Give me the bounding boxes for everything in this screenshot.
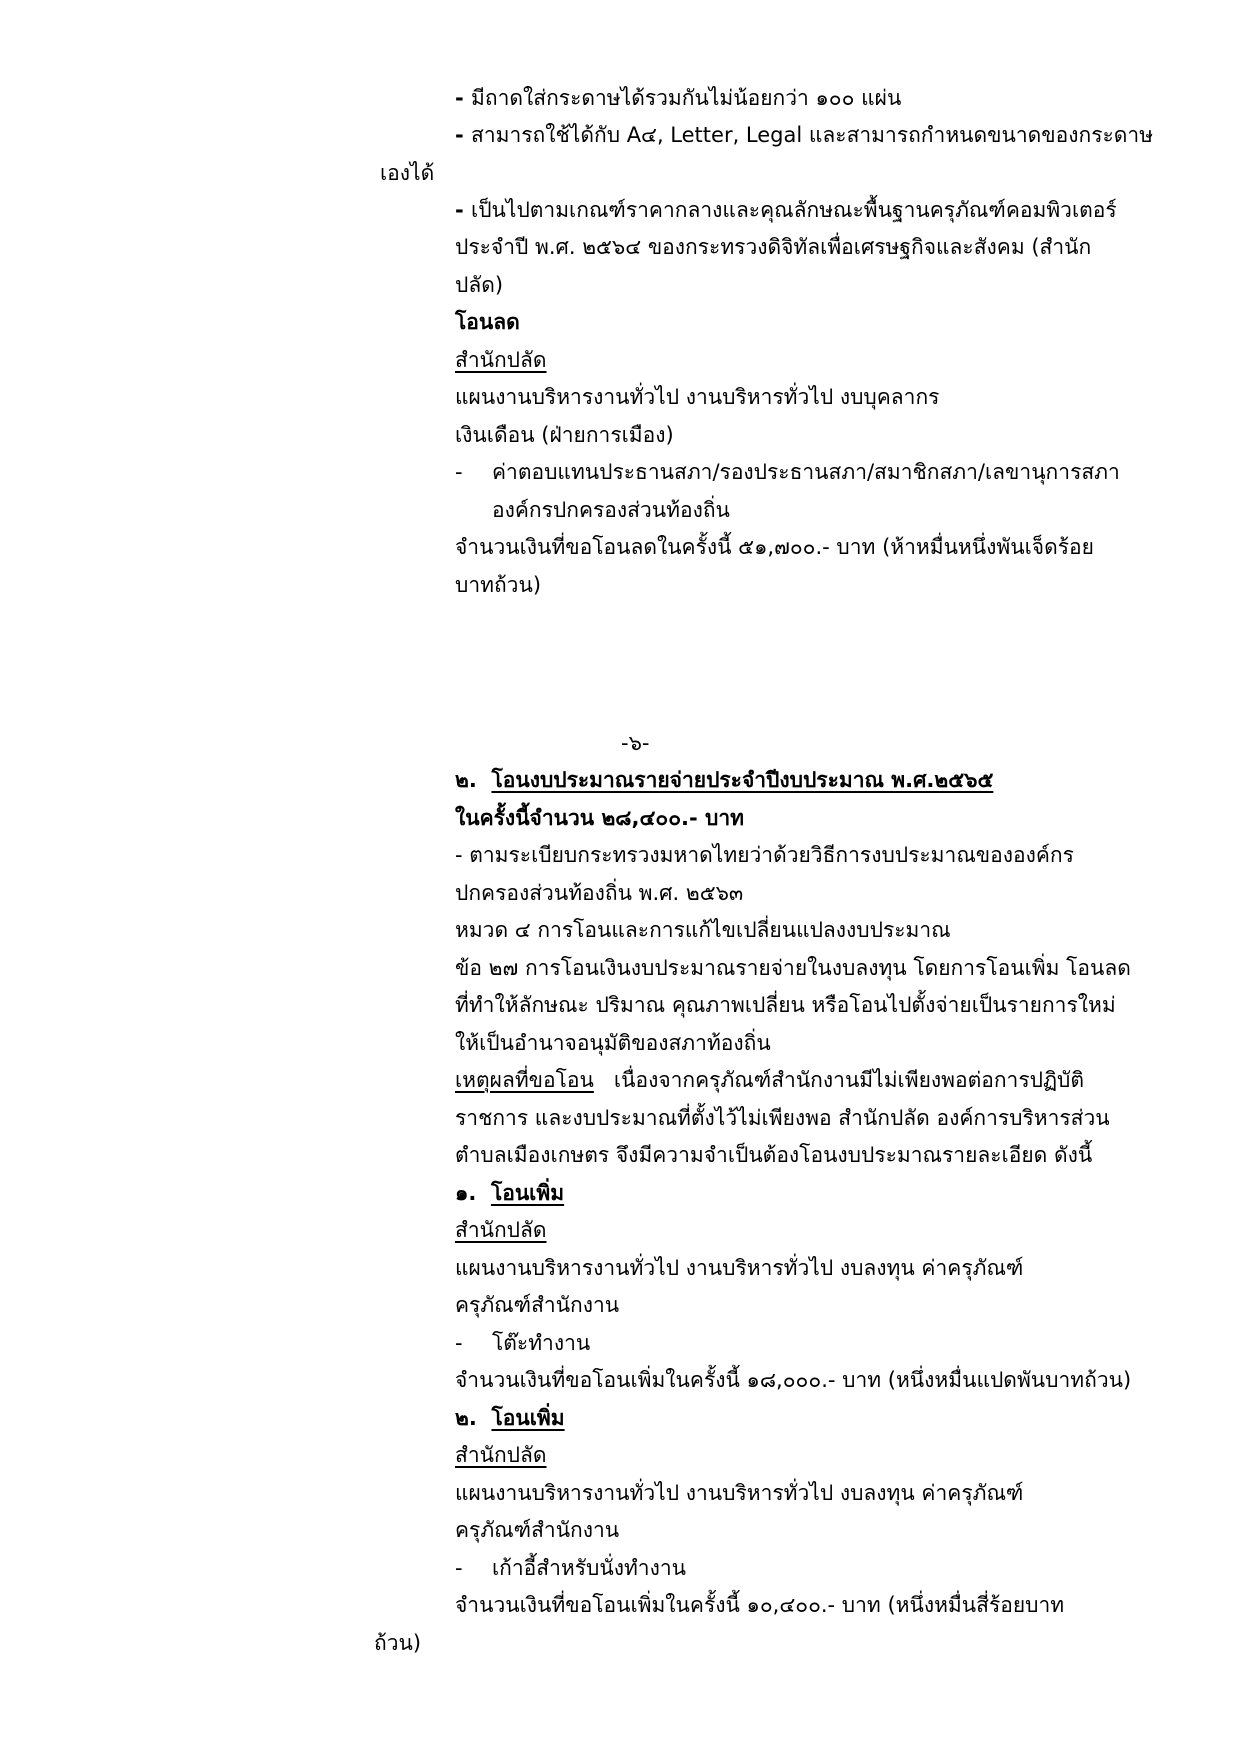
increase-1-number: ๑.: [455, 1181, 477, 1205]
plan-line: แผนงานบริหารงานทั่วไป งานบริหารทั่วไป งบบุคลากร: [455, 385, 940, 409]
section-number: ๒.: [455, 768, 477, 792]
spec-text: เป็นไปตามเกณฑ์ราคากลางและคุณลักษณะพื้นฐานครุภัณฑ์คอมพิวเตอร์: [471, 198, 1117, 222]
page-number: -๖-: [621, 731, 650, 755]
increase-1-heading: [455, 1179, 564, 1209]
bullet-dash: -: [455, 1331, 463, 1355]
increase-1-label: โอนเพิ่ม: [490, 1181, 565, 1205]
spec-text: สามารถใช้ได้กับ A๔, Letter, Legal และสามารถกำหนดขนาดของกระดาษ: [471, 123, 1154, 147]
compensation-item: ค่าตอบแทนประธานสภา/รองประธานสภา/สมาชิกสภา/เลขานุการสภา: [492, 460, 1120, 484]
regulation-line-cont: ปกครองส่วนท้องถิ่น พ.ศ. ๒๕๖๓: [455, 881, 744, 905]
reason-text: เนื่องจากครุภัณฑ์สำนักงานมีไม่เพียงพอต่อการปฏิบัติ: [613, 1068, 1085, 1092]
increase-1-item: โต๊ะทำงาน: [492, 1331, 591, 1355]
spec-line-criteria: [455, 196, 1117, 226]
spec-line-paper-size: [455, 121, 1153, 151]
spec-line-office: ปลัด): [455, 273, 504, 297]
reason-line: [455, 1066, 1084, 1096]
section-title: [455, 766, 993, 796]
increase-1-office: สำนักปลัด: [455, 1218, 547, 1242]
office-name: สำนักปลัด: [455, 348, 547, 372]
clause-line-3: ให้เป็นอำนาจอนุมัติของสภาท้องถิ่น: [455, 1031, 771, 1055]
increase-2-amount: จำนวนเงินที่ขอโอนเพิ่มในครั้งนี้ ๑๐,๔๐๐.- บาท (หนึ่งหมื่นสี่ร้อยบาท: [455, 1593, 1065, 1617]
bullet-dash: -: [455, 460, 463, 484]
clause-line-2: ที่ทำให้ลักษณะ ปริมาณ คุณภาพเปลี่ยน หรือโอนไปตั้งจ่ายเป็นรายการใหม่: [455, 993, 1116, 1017]
clause-line: ข้อ ๒๗ การโอนเงินงบประมาณรายจ่ายในงบลงทุน โดยการโอนเพิ่ม โอนลด: [455, 956, 1131, 980]
salary-line: เงินเดือน (ฝ่ายการเมือง): [455, 423, 674, 447]
increase-2-plan: แผนงานบริหารงานทั่วไป งานบริหารทั่วไป งบลงทุน ค่าครุภัณฑ์: [455, 1481, 1024, 1505]
reason-line-3: ตำบลเมืองเกษตร จึงมีความจำเป็นต้องโอนงบประมาณรายละเอียด ดังนี้: [455, 1143, 1093, 1167]
bullet-dash: -: [455, 1556, 463, 1580]
chapter-line: หมวด ๔ การโอนและการแก้ไขเปลี่ยนแปลงงบประมาณ: [455, 918, 951, 942]
spec-text: มีถาดใส่กระดาษได้รวมกันไม่น้อยกว่า ๑๐๐ แผ่น: [471, 86, 902, 110]
dash: -: [455, 123, 472, 147]
section-amount: ในครั้งนี้จำนวน ๒๘,๔๐๐.- บาท: [455, 806, 744, 830]
increase-2-category: ครุภัณฑ์สำนักงาน: [455, 1518, 620, 1542]
spec-line-paper-tray: [455, 84, 901, 114]
compensation-item-cont: องค์กรปกครองส่วนท้องถิ่น: [492, 498, 730, 522]
regulation-line: - ตามระเบียบกระทรวงมหาดไทยว่าด้วยวิธีการงบประมาณขององค์กร: [455, 843, 1074, 867]
transfer-down-amount-cont: บาทถ้วน): [455, 573, 542, 597]
increase-2-amount-cont: ถ้วน): [374, 1631, 422, 1655]
increase-2-heading: [455, 1404, 565, 1434]
transfer-down-heading: โอนลด: [455, 310, 520, 334]
section-title-text: โอนงบประมาณรายจ่ายประจำปีงบประมาณ พ.ศ.๒๕๖๕: [491, 768, 994, 792]
dash: -: [455, 198, 472, 222]
reason-line-2: ราชการ และงบประมาณที่ตั้งไว้ไม่เพียงพอ สำนักปลัด องค์การบริหารส่วน: [455, 1106, 1110, 1130]
spec-line-wrap: เองได้: [380, 161, 435, 185]
dash: -: [455, 86, 472, 110]
increase-2-item: เก้าอี้สำหรับนั่งทำงาน: [492, 1556, 687, 1580]
increase-2-label: โอนเพิ่ม: [491, 1406, 565, 1430]
increase-1-category: ครุภัณฑ์สำนักงาน: [455, 1293, 620, 1317]
increase-1-amount: จำนวนเงินที่ขอโอนเพิ่มในครั้งนี้ ๑๘,๐๐๐.- บาท (หนึ่งหมื่นแปดพันบาทถ้วน): [455, 1368, 1132, 1392]
increase-1-plan: แผนงานบริหารงานทั่วไป งานบริหารทั่วไป งบลงทุน ค่าครุภัณฑ์: [455, 1256, 1024, 1280]
transfer-down-amount: จำนวนเงินที่ขอโอนลดในครั้งนี้ ๕๑,๗๐๐.- บาท (ห้าหมื่นหนึ่งพันเจ็ดร้อย: [455, 535, 1094, 559]
increase-2-office: สำนักปลัด: [455, 1443, 547, 1467]
increase-2-number: ๒.: [455, 1406, 477, 1430]
spec-line-year: ประจำปี พ.ศ. ๒๕๖๔ ของกระทรวงดิจิทัลเพื่อเศรษฐกิจและสังคม (สำนัก: [455, 235, 1092, 259]
reason-label: เหตุผลที่ขอโอน: [455, 1068, 594, 1092]
